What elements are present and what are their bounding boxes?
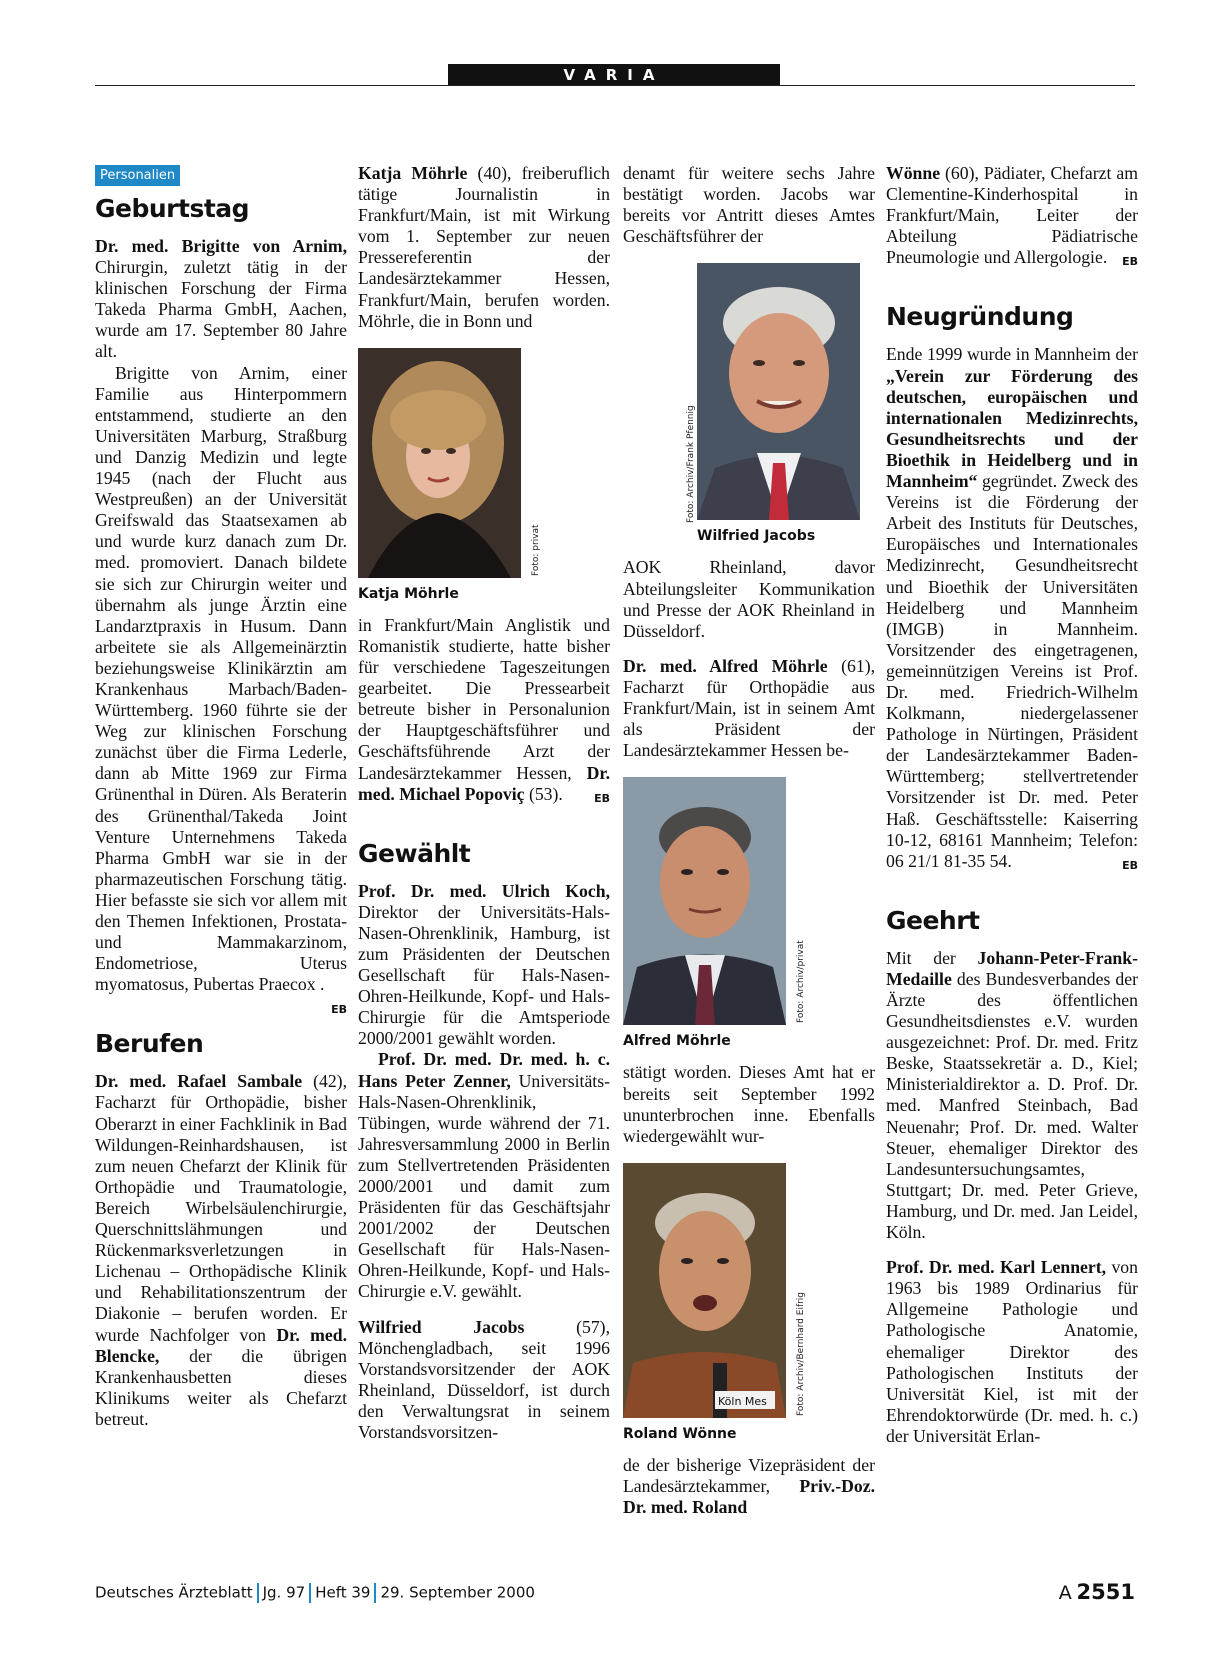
event-sign: Köln Mes	[718, 1394, 767, 1408]
paragraph: Wönne (60), Pädiater, Chefarzt am Clementine-Kinderhospital in Frankfurt/Main, Leiter der Abteilung Pädiatrische Pneumologie und Allergologie. EB	[886, 163, 1138, 268]
volume: Jg. 97	[262, 1583, 306, 1602]
portrait-photo	[623, 777, 813, 1025]
paragraph: Dr. med. Alfred Möhrle (61), Facharzt für Orthopädie aus Frankfurt/Main, ist in seinem Amt als Präsident der Landesärztekammer Hessen be-	[623, 655, 875, 761]
author-signature: EB	[1122, 858, 1138, 872]
portrait-alfred-moehrle	[623, 777, 786, 1025]
person-name: Prof. Dr. med. Ulrich Koch,	[358, 880, 610, 901]
column-3	[623, 163, 875, 1563]
photo-credit: Foto: Archiv/Frank Pfennig	[686, 405, 696, 524]
paragraph: Dr. med. Rafael Sambale (42), Facharzt für Orthopädie, bisher Oberarzt in einer Fachklinik in Bad Wildungen-Reinhardshausen, ist zum neuen Chefarzt der Klinik für Orthopädie und Traumatologie, Bereich Wirbelsäulenchirurgie, Querschnittslähmungen und Rückenmarksverletzungen in Lichenau – Orthopädische Klinik und Rehabilitationszentrum der Diakonie – berufen worden. Er wurde Nachfolger von Dr. med. Blencke, der die übrigen Krankenhausbetten dieses Klinikums weiter als Chefarzt betreut.	[95, 1071, 347, 1429]
person-name: Katja Möhrle	[358, 163, 468, 183]
paragraph: denamt für weitere sechs Jahre bestätigt worden. Jacobs war bereits vor Antritt dieses Amtes Geschäftsführer der	[623, 163, 875, 247]
person-name: Prof. Dr. med. Dr. med. h. c. Hans Peter Zenner,	[358, 1049, 610, 1091]
paragraph: Brigitte von Arnim, einer Familie aus Hinterpommern entstammend, studierte an den Universitäten Marburg, Straßburg und Danzig Medizin und legte 1945 (nach der Flucht aus Westpreußen) an der Universität Greifswald das Staatsexamen ab und wurde kurz danach zum Dr. med. promoviert. Danach bildete sie sich zur Chirurgin weiter und übernahm als junge Ärztin eine Landarztpraxis in Husum. Dann arbeitete sie als Allgemeinärztin beziehungsweise Klinikärztin am Krankenhaus Marbach/Baden-Württemberg. 1960 führte sie der Weg zur klinischen Forschung zunächst über die Firma Lederle, dann ab Mitte 1969 zur Firma Grünenthal in Düren. Als Beraterin des Grünenthal/Takeda Joint Venture Unternehmens Takeda Pharma GmbH war sie in der pharmazeutischen Forschung tätig. Hier befasste sie sich vor allem mit den Themen Infektionen, Prostata- und Mammakarzinom, Endometriose, Uterus myomatosus, Pubertas Praecox . EB	[95, 363, 347, 996]
heading-geehrt: Geehrt	[886, 905, 980, 935]
person-name: Dr. med. Alfred Möhrle	[623, 655, 828, 676]
paragraph: Ende 1999 wurde in Mannheim der „Verein zur Förderung des deutschen, europäischen und internationalen Medizinrechts, Gesundheitsrechts und der Bioethik in Heidelberg und in Mannheim“ gegründet. Zweck des Vereins ist die Förderung der Arbeit des Instituts für Deutsches, Europäisches und Internationales Medizinrecht, Gesundheitsrecht und Bioethik der Universitäten Heidelberg und Mannheim (IMGB) in Mannheim. Vorsitzender des eingetragenen, gemeinnützigen Vereins ist Prof. Dr. med. Friedrich-Wilhelm Kolkmann, niedergelassener Pathologe in Nürtingen, Präsident der Landesärztekammer Baden-Württemberg; stellvertretender Vorsitzender ist Dr. med. Peter Haß. Geschäftsstelle: Kaiserring 10-12, 68161 Mannheim; Telefon: 06 21/1 81-35 54. EB	[886, 344, 1138, 871]
journal-title: Deutsches Ärzteblatt	[95, 1583, 253, 1602]
paragraph: Wilfried Jacobs (57), Mönchengladbach, seit 1996 Vorstandsvorsitzender der AOK Rheinland, Düsseldorf, ist durch den Verwaltungsrat in seinem Vorstandsvorsitzen-	[358, 1316, 610, 1443]
heading-neugruendung: Neugründung	[886, 302, 1074, 332]
person-name: Prof. Dr. med. Karl Lennert,	[886, 1257, 1107, 1278]
author-signature: EB	[594, 791, 610, 805]
paragraph: Mit der Johann-Peter-Frank-Medaille des Bundesverbandes der Ärzte des öffentlichen Gesundheitsdienstes e.V. wurden ausgezeichnet: Prof. Dr. med. Fritz Beske, Staatssekretär a. D., Kiel; Ministerialdirektor a. D. Prof. Dr. med. Manfred Steinbach, Bad Neuenahr; Prof. Dr. med. Walter Steuer, ehemaliger Direktor des Landesuntersuchungsamtes, Stuttgart; Dr. med. Peter Grieve, Hamburg, und Dr. med. Jan Leidel, Köln.	[886, 947, 1138, 1243]
person-name: Wönne	[886, 163, 941, 183]
portrait-roland-woenne	[623, 1163, 786, 1418]
portrait-katja-moehrle	[358, 348, 521, 578]
paragraph: de der bisherige Vizepräsident der Landesärztekammer, Priv.-Doz. Dr. med. Roland	[623, 1454, 875, 1518]
photo-caption: Roland Wönne	[623, 1425, 737, 1442]
portrait-photo	[623, 1163, 813, 1418]
issue: Heft 39	[315, 1583, 371, 1602]
column-1	[95, 163, 347, 1563]
header-rule	[95, 85, 1135, 86]
heading-gewaehlt: Gewählt	[358, 838, 471, 868]
page-number: A 2551	[1058, 1580, 1135, 1604]
photo-credit: Foto: Archiv/privat	[796, 940, 806, 1024]
award-name: Johann-Peter-Frank-Medaille	[886, 947, 1138, 989]
person-name: Wilfried Jacobs	[358, 1316, 525, 1337]
organization-name: „Verein zur Förderung des deutschen, europäischen und internationalen Medizinrechts, Gesundheitsrechts und der Bioethik in Heidelberg und in Mannheim“	[886, 365, 1138, 492]
person-name: Dr. med. Rafael Sambale	[95, 1071, 303, 1092]
photo-caption: Wilfried Jacobs	[697, 528, 816, 545]
heading-geburtstag: Geburtstag	[95, 194, 250, 223]
portrait-wilfried-jacobs	[697, 263, 860, 520]
heading-berufen: Berufen	[95, 1029, 204, 1059]
issue-date: 29. September 2000	[380, 1583, 535, 1602]
paragraph: stätigt worden. Dieses Amt hat er bereits seit September 1992 ununterbrochen inne. Ebenfalls wiedergewählt wur-	[623, 1062, 875, 1146]
person-name: Priv.-Doz. Dr. med. Roland	[623, 1475, 875, 1518]
paragraph: Prof. Dr. med. Dr. med. h. c. Hans Peter Zenner, Universitäts-Hals-Nasen-Ohrenklinik, Tübingen, wurde während der 71. Jahresversammlung 2000 in Berlin zum Stellvertretenden Präsidenten 2000/2001 und damit zum Präsidenten für das Geschäftsjahr 2001/2002 der Deutschen Gesellschaft für Hals-Nasen-Ohren-Heilkunde, Kopf- und Hals-Chirurgie e.V. gewählt.	[358, 1049, 610, 1302]
footer-citation	[95, 1583, 1135, 1603]
portrait-photo	[623, 263, 863, 547]
author-signature: EB	[331, 1003, 347, 1017]
section-header: VARIA	[448, 64, 780, 86]
person-name: Dr. med. Michael Popoviç	[358, 762, 610, 804]
photo-caption: Alfred Möhrle	[623, 1033, 731, 1050]
photo-credit: Foto: Archiv/Bernhard Eifrig	[796, 1291, 806, 1416]
column-2	[358, 163, 610, 1563]
paragraph: Prof. Dr. med. Ulrich Koch, Direktor der Universitäts-Hals-Nasen-Ohrenklinik, Hamburg, ist zum Präsidenten der Deutschen Gesellschaft für Hals-Nasen-Ohren-Heilkunde, Kopf- und Hals-Chirurgie für die Amtsperiode 2000/2001 gewählt worden.	[358, 880, 610, 1049]
page-footer	[95, 1580, 1135, 1607]
paragraph: Katja Möhrle (40), freiberuflich tätige Journalistin in Frankfurt/Main, ist mit Wirkung vom 1. September zur neuen Pressereferentin der Landesärztekammer Hessen, Frankfurt/Main, berufen worden. Möhrle, die in Bonn und	[358, 163, 610, 331]
column-4	[886, 163, 1138, 1563]
photo-caption: Katja Möhrle	[358, 585, 459, 602]
paragraph: Prof. Dr. med. Karl Lennert, von 1963 bis 1989 Ordinarius für Allgemeine Pathologie und Pathologische Anatomie, ehemaliger Direktor des Pathologischen Instituts der Universität Kiel, ist mit der Ehrendoktorwürde (Dr. med. h. c.) der Universität Erlan-	[886, 1257, 1138, 1446]
rubric-label: Personalien	[95, 165, 180, 186]
portrait-photo	[358, 348, 548, 578]
photo-credit: Foto: privat	[531, 524, 541, 576]
person-name: Dr. med. Blencke,	[95, 1324, 347, 1366]
author-signature: EB	[1122, 255, 1138, 269]
paragraph: in Frankfurt/Main Anglistik und Romanistik studierte, hatte bisher für verschiedene Tageszeitungen gearbeitet. Die Pressearbeit betreute bisher in Personalunion der Hauptgeschäftsführer und Geschäftsführende Arzt der Landesärztekammer Hessen, Dr. med. Michael Popoviç (53). EB	[358, 615, 610, 805]
paragraph: AOK Rheinland, davor Abteilungsleiter Kommunikation und Presse der AOK Rheinland in Düsseldorf.	[623, 557, 875, 641]
paragraph: Dr. med. Brigitte von Arnim, Chirurgin, zuletzt tätig in der klinischen Forschung der Firma Takeda Pharma GmbH, Aachen, wurde am 17. September 80 Jahre alt.	[95, 236, 347, 362]
person-name: Dr. med. Brigitte von Arnim,	[95, 236, 347, 256]
